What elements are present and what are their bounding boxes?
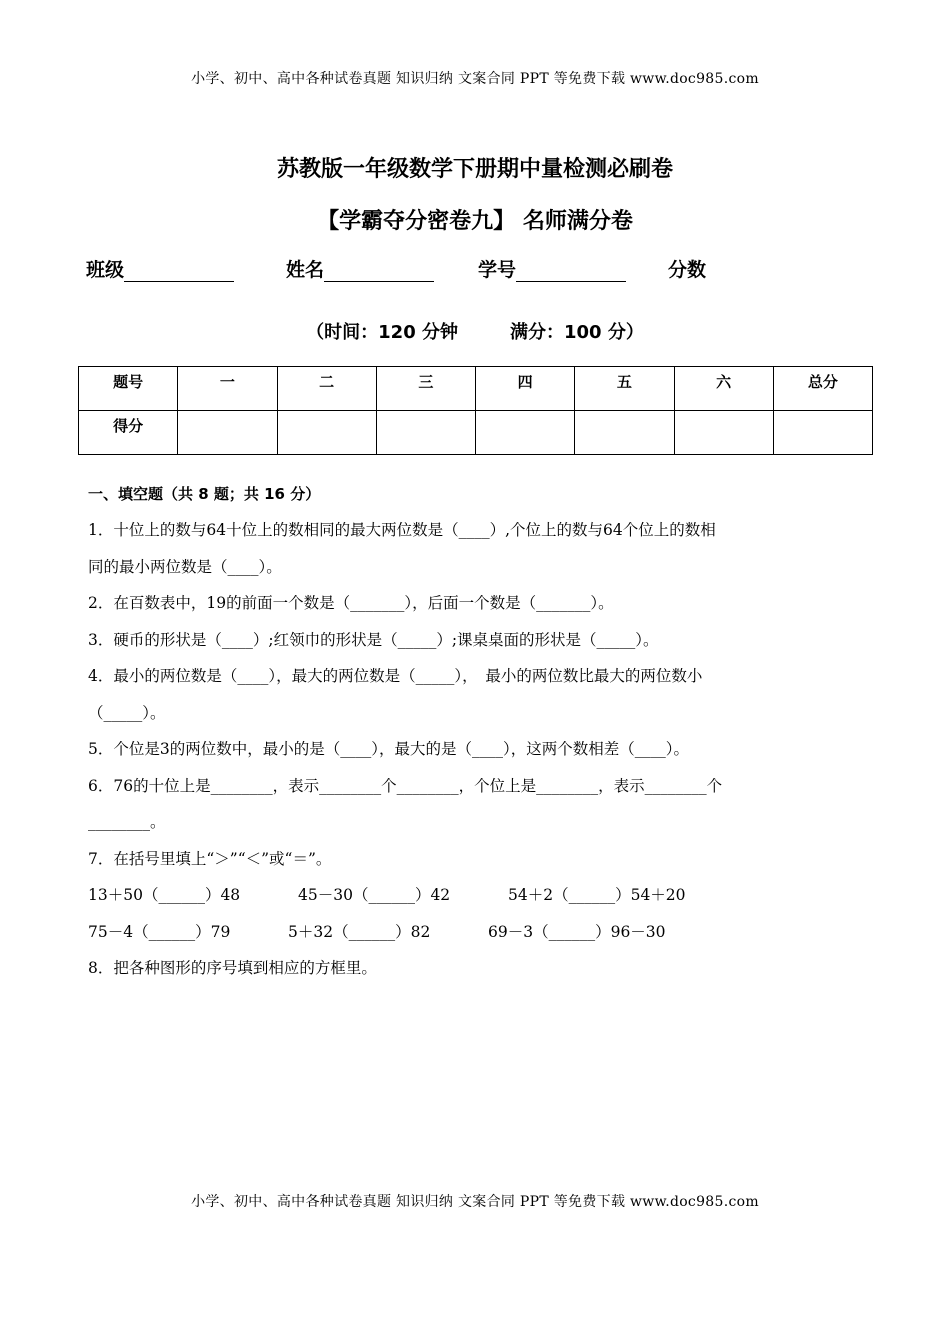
- question-line: 2．在百数表中，19的前面一个数是（_______），后面一个数是（_______）。: [88, 594, 614, 612]
- score-table-header-cell: 五: [575, 367, 674, 411]
- score-table-header-cell: 三: [376, 367, 475, 411]
- compare-item: 13＋50（______）48: [88, 886, 241, 904]
- score-table-header-cell: 二: [277, 367, 376, 411]
- score-cell[interactable]: [773, 411, 872, 455]
- score-table-header-cell: 一: [178, 367, 277, 411]
- score-cell[interactable]: [575, 411, 674, 455]
- compare-item: 54＋2（______）54＋20: [508, 886, 686, 904]
- exam-title: 苏教版一年级数学下册期中量检测必刷卷: [276, 157, 673, 182]
- score-cell[interactable]: [476, 411, 575, 455]
- page-header: 小学、初中、高中各种试卷真题 知识归纳 文案合同 PPT 等免费下载 www.doc985.com: [191, 71, 759, 87]
- score-table-header-cell: 六: [674, 367, 773, 411]
- question-line: （_____）。: [88, 703, 166, 722]
- compare-item: 69－3（______）96－30: [488, 922, 666, 941]
- time-and-score-line: [0, 318, 950, 344]
- question-line: 同的最小两位数是（____）。: [88, 557, 282, 576]
- score-table-header-cell: 题号: [79, 367, 178, 411]
- student-info-row: [86, 255, 886, 285]
- exam-duration: （时间：120 分钟: [306, 322, 458, 343]
- question-line: 3．硬币的形状是（____）;红领巾的形状是（_____）;课桌桌面的形状是（_____）。: [88, 630, 659, 649]
- section-title: 一、填空题（共 8 题；共 16 分）: [88, 485, 321, 503]
- score-cell[interactable]: [277, 411, 376, 455]
- score-field: [668, 255, 706, 282]
- class-blank[interactable]: [124, 259, 234, 282]
- score-row-label: 得分: [79, 411, 178, 455]
- compare-row: [88, 914, 868, 951]
- question-line: 4．最小的两位数是（____），最大的两位数是（_____）， 最小的两位数比最大的两位数小: [88, 667, 703, 685]
- compare-item: 75－4（______）79: [88, 922, 231, 941]
- compare-row: [88, 877, 868, 914]
- section-fill-in-blank: [88, 480, 868, 987]
- question-line: 8．把各种图形的序号填到相应的方框里。: [88, 959, 377, 977]
- score-table-score-row: [79, 411, 873, 455]
- name-blank[interactable]: [324, 259, 434, 282]
- question-line: 5．个位是3的两位数中，最小的是（____），最大的是（____），这两个数相差（____）。: [88, 740, 689, 758]
- exam-subtitle: 【学霸夺分密卷九】 名师满分卷: [317, 209, 633, 234]
- score-cell[interactable]: [178, 411, 277, 455]
- score-cell[interactable]: [376, 411, 475, 455]
- name-label: 姓名: [286, 259, 325, 281]
- class-field: [86, 255, 234, 282]
- class-label: 班级: [86, 259, 125, 281]
- score-cell[interactable]: [674, 411, 773, 455]
- student-id-field: [478, 255, 626, 282]
- question-line: ________。: [88, 813, 166, 831]
- student-id-blank[interactable]: [516, 259, 626, 282]
- name-field: [286, 255, 434, 282]
- question-line: 6．76的十位上是________，表示________个________，个位上是________，表示________个: [88, 776, 723, 795]
- score-label: 分数: [668, 259, 707, 281]
- score-table-header-cell: 四: [476, 367, 575, 411]
- compare-item: 45－30（______）42: [298, 886, 451, 904]
- student-id-label: 学号: [478, 259, 517, 281]
- question-line: 7．在括号里填上“＞”“＜”或“＝”。: [88, 849, 332, 868]
- score-table-header-cell: 总分: [773, 367, 872, 411]
- exam-full-score: 满分：100 分）: [510, 322, 644, 343]
- page-footer: 小学、初中、高中各种试卷真题 知识归纳 文案合同 PPT 等免费下载 www.doc985.com: [191, 1194, 759, 1210]
- compare-item: 5＋32（______）82: [288, 922, 431, 941]
- question-line: 1．十位上的数与64十位上的数相同的最大两位数是（____）,个位上的数与64个位上的数相: [88, 521, 716, 539]
- score-table-header-row: [79, 367, 873, 411]
- score-table: [78, 366, 873, 455]
